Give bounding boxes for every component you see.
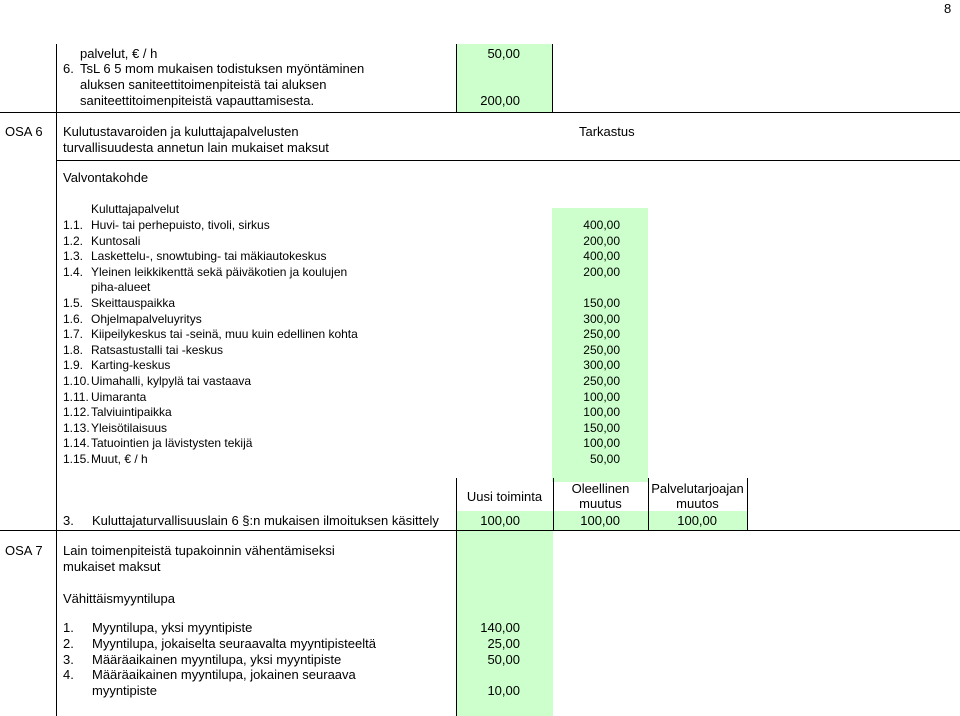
- row-number: 1.10.: [63, 374, 90, 388]
- row-number: 1.7.: [63, 327, 84, 342]
- row-number: 1.1.: [63, 218, 84, 232]
- row-text: Määräaikainen myyntilupa, yksi myyntipiste: [92, 651, 342, 667]
- section-title: mukaiset maksut: [63, 559, 161, 574]
- row-text: myyntipiste: [92, 683, 158, 699]
- row-number: 3.: [63, 651, 74, 667]
- row-value: 200,00: [583, 233, 620, 248]
- row-number: 1.2.: [63, 233, 84, 248]
- row-text: Uimahalli, kylpylä tai vastaava: [91, 374, 252, 388]
- row-number: 1.: [63, 620, 74, 635]
- row-value: 25,00: [487, 635, 520, 651]
- row-text: Myyntilupa, jokaiselta seuraavalta myyntipisteeltä: [92, 635, 376, 651]
- row-number: 1.13.: [63, 420, 90, 435]
- row-number: 1.4.: [63, 264, 84, 279]
- row-number: 3.: [63, 513, 74, 528]
- column-header-uusi: Uusi toiminta: [466, 489, 543, 504]
- page-number: 8: [944, 1, 952, 16]
- row-number: 1.5.: [63, 296, 84, 310]
- valvontakohde-label: Valvontakohde: [63, 170, 149, 185]
- section-label-osa6: OSA 6: [5, 124, 43, 139]
- row-text: Karting-keskus: [91, 358, 171, 373]
- top-row-value: 50,00: [487, 46, 520, 61]
- row-value: 100,00: [583, 389, 620, 404]
- row-number: 1.14.: [63, 436, 90, 451]
- row-text: Uimaranta: [91, 389, 147, 404]
- top-row-num: 6.: [63, 61, 74, 76]
- subsection-title: Vähittäismyyntilupa: [63, 591, 175, 606]
- row-value: 100,00: [583, 405, 620, 420]
- row-number: 1.8.: [63, 342, 84, 357]
- row-value: 50,00: [487, 651, 520, 667]
- row-text: piha-alueet: [91, 280, 151, 295]
- row-text: Skeittauspaikka: [91, 296, 176, 310]
- top-row-value: 200,00: [480, 93, 520, 108]
- top-row-text: aluksen saniteettitoimenpiteistä tai aluksen: [80, 77, 327, 92]
- row-text: Kuluttajaturvallisuuslain 6 §:n mukaisen ilmoituksen käsittely: [92, 513, 439, 528]
- row-value: 150,00: [583, 296, 620, 310]
- top-row-text: TsL 6 5 mom mukaisen todistuksen myöntäminen: [80, 61, 365, 76]
- row-text: Määräaikainen myyntilupa, jokainen seuraava: [92, 667, 356, 683]
- row-value: 50,00: [589, 452, 620, 466]
- top-row-text: saniteettitoimenpiteistä vapauttamisesta.: [80, 93, 315, 108]
- row-value: 250,00: [583, 342, 620, 357]
- row-value: 100,00: [583, 436, 620, 451]
- row-text: Tatuointien ja lävistysten tekijä: [91, 436, 253, 451]
- row-value: 300,00: [583, 358, 620, 373]
- row-text: Yleinen leikkikenttä sekä päiväkotien ja koulujen: [91, 264, 348, 279]
- header-divider: [56, 160, 960, 161]
- row-value: 150,00: [583, 420, 620, 435]
- row-number: 4.: [63, 667, 74, 683]
- grid-line: [56, 44, 57, 716]
- row-value: 250,00: [583, 374, 620, 388]
- column-header-oleellinen: muutus: [579, 496, 622, 511]
- row-value: 300,00: [583, 311, 620, 326]
- row-text: Yleisötilaisuus: [91, 420, 168, 435]
- row-value: 250,00: [583, 327, 620, 342]
- row-value: 400,00: [583, 218, 620, 232]
- row-number: 1.9.: [63, 358, 84, 373]
- column-header-palvelutarjoajan: Palvelutarjoajan: [651, 481, 744, 496]
- top-row-text: palvelut, € / h: [80, 46, 158, 61]
- column-header-palvelutarjoajan: muutos: [676, 496, 719, 511]
- section-label-osa7: OSA 7: [5, 543, 43, 558]
- row-text: Myyntilupa, yksi myyntipiste: [92, 620, 253, 635]
- row-text: Kuntosali: [91, 233, 141, 248]
- row-value: 100,00: [580, 513, 620, 528]
- row-value: 10,00: [487, 683, 520, 699]
- row-number: 1.11.: [63, 389, 89, 404]
- row-number: 2.: [63, 635, 74, 651]
- subsection-title: Kuluttajapalvelut: [91, 202, 180, 216]
- row-number: 1.15.: [63, 452, 90, 466]
- row-value: 200,00: [583, 264, 620, 279]
- row-text: Laskettelu-, snowtubing- tai mäkiautokeskus: [91, 249, 327, 264]
- row-number: 1.12.: [63, 405, 90, 420]
- row-number: 1.3.: [63, 249, 84, 264]
- row-text: Huvi- tai perhepuisto, tivoli, sirkus: [91, 218, 270, 232]
- section-divider-osa7: [0, 530, 960, 531]
- row-text: Muut, € / h: [91, 452, 148, 466]
- row-value: 140,00: [480, 620, 520, 635]
- grid-line: [552, 44, 553, 112]
- section-title: Lain toimenpiteistä tupakoinnin vähentämiseksi: [63, 543, 335, 558]
- row-text: Ohjelmapalveluyritys: [91, 311, 202, 326]
- grid-line: [747, 478, 748, 530]
- column-header-oleellinen: Oleellinen: [571, 481, 630, 496]
- column-header-tarkastus: Tarkastus: [579, 124, 635, 139]
- section-divider-osa6: [0, 112, 960, 113]
- row-value: 400,00: [583, 249, 620, 264]
- row-text: Talviuintipaikka: [91, 405, 172, 420]
- row-text: Ratsastustalli tai -keskus: [91, 342, 224, 357]
- section-title: turvallisuudesta annetun lain mukaiset maksut: [63, 140, 329, 155]
- row-value: 100,00: [480, 513, 520, 528]
- row-number: 1.6.: [63, 311, 84, 326]
- row-text: Kiipeilykeskus tai -seinä, muu kuin edellinen kohta: [91, 327, 358, 342]
- row-value: 100,00: [677, 513, 717, 528]
- section-title: Kulutustavaroiden ja kuluttajapalvelusten: [63, 124, 299, 139]
